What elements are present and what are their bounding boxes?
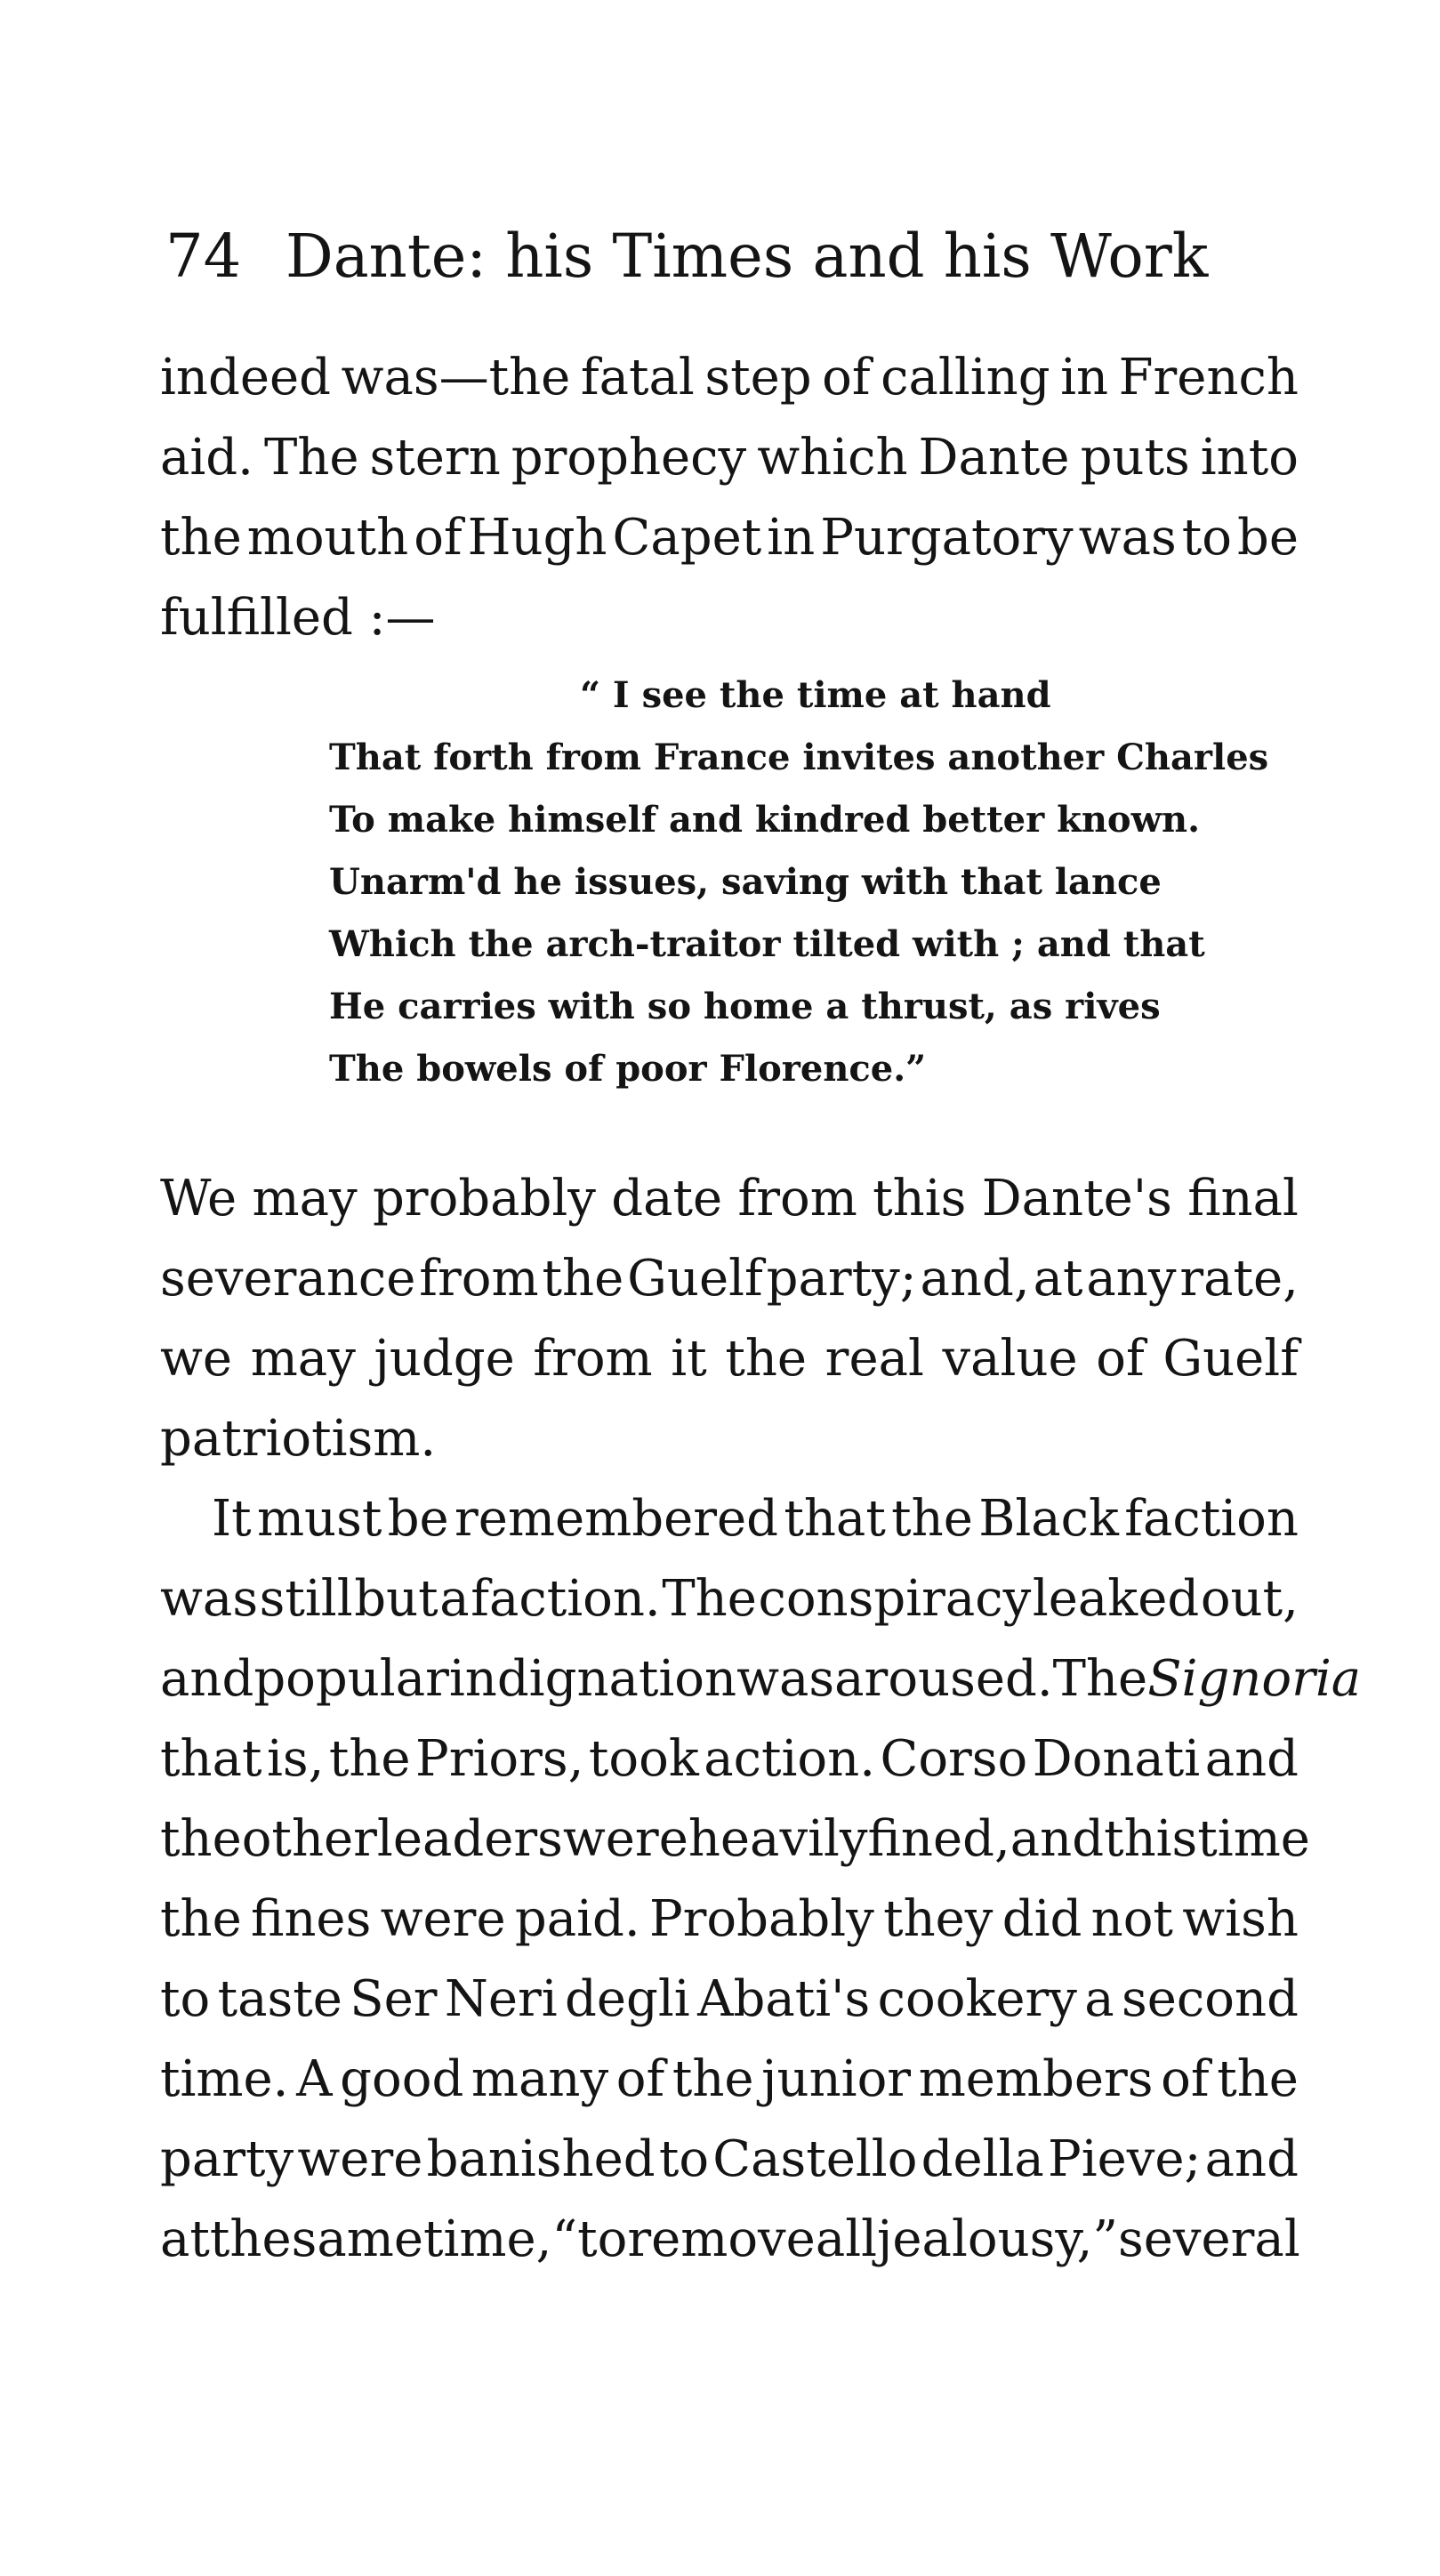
word: Dante's (981, 1170, 1172, 1228)
word: be (387, 1490, 449, 1548)
text-line (160, 503, 1299, 574)
word: from (737, 1170, 857, 1228)
word: was (160, 1570, 259, 1628)
word: faction. (471, 1570, 661, 1628)
text-line (160, 2044, 1299, 2115)
word: leaders (376, 1810, 563, 1868)
word: at (160, 2210, 210, 2268)
word: della (921, 2130, 1044, 2188)
word: of (1161, 2050, 1210, 2108)
word: indignation (448, 1650, 737, 1708)
word: The (662, 1570, 757, 1628)
word: and (1010, 1810, 1105, 1868)
word: not (1090, 1890, 1173, 1948)
word: the (891, 1490, 973, 1548)
word: leaked (1032, 1570, 1200, 1628)
word: degli (565, 1970, 690, 2028)
word: heavily (688, 1810, 868, 1868)
word: Priors, (415, 1730, 584, 1788)
word: be (1236, 509, 1299, 567)
word: prophecy (511, 429, 747, 487)
word: in (767, 509, 816, 567)
text-line (160, 2204, 1299, 2275)
word: may (252, 1170, 358, 1228)
word: the (160, 509, 242, 567)
word: out, (1200, 1570, 1299, 1628)
word: paid. (514, 1890, 640, 1948)
word: was—the (341, 349, 571, 407)
word: the (725, 1330, 808, 1388)
word: party (160, 2130, 294, 2188)
word: time, (422, 2210, 552, 2268)
word: of (615, 2050, 665, 2108)
word: remove (627, 2210, 816, 2268)
word: We (160, 1170, 237, 1228)
word: rate, (1179, 1250, 1299, 1308)
word: to (658, 2130, 710, 2188)
word: time (1197, 1810, 1310, 1868)
word: to (160, 1970, 211, 2028)
word: wish (1182, 1890, 1299, 1948)
word: The (1052, 1650, 1148, 1708)
word: this (1104, 1810, 1198, 1868)
word: at (1033, 1250, 1083, 1308)
word: banished (426, 2130, 656, 2188)
word: that (784, 1490, 886, 1548)
text-line (160, 1564, 1299, 1635)
word: calling (881, 349, 1050, 407)
word: Abati's (697, 1970, 871, 2028)
word: of (822, 349, 871, 407)
word: fines (251, 1890, 372, 1948)
word: but (354, 1570, 438, 1628)
word: of (1096, 1330, 1145, 1388)
word: stern (369, 429, 501, 487)
word: were (297, 2130, 423, 2188)
word: this (873, 1170, 967, 1228)
word: Guelf (1162, 1330, 1299, 1388)
word: good (340, 2050, 464, 2108)
word: Black (978, 1490, 1119, 1548)
word: into (1200, 429, 1299, 487)
text-line (160, 1804, 1310, 1875)
word: all (815, 2210, 878, 2268)
word: Corso (880, 1730, 1028, 1788)
word: which (757, 429, 908, 487)
word: a (439, 1570, 470, 1628)
word: a (1084, 1970, 1114, 2028)
word: action. (704, 1730, 875, 1788)
word: probably (372, 1170, 596, 1228)
word: Capet (612, 509, 762, 567)
word: remembered (455, 1490, 779, 1548)
text-line (160, 1644, 1362, 1715)
text-line (160, 1163, 1299, 1235)
word: the (209, 2210, 292, 2268)
word: was (736, 1650, 835, 1708)
word: fined, (867, 1810, 1010, 1868)
word: popular (253, 1650, 449, 1708)
word: Hugh (467, 509, 607, 567)
text-line (160, 1884, 1299, 1955)
word: did (1002, 1890, 1082, 1948)
word: Probably (648, 1890, 874, 1948)
word: members (918, 2050, 1154, 2108)
word: the (1217, 2050, 1299, 2108)
quote-line: To make himself and kindred better known. (329, 799, 1201, 841)
word: patriotism. (160, 1410, 437, 1468)
word: that (160, 1730, 262, 1788)
word: it (671, 1330, 707, 1388)
word: date (611, 1170, 723, 1228)
word: real (825, 1330, 924, 1388)
word: French (1118, 349, 1299, 407)
word: final (1187, 1170, 1299, 1228)
running-title: Dante: his Times and his Work (286, 221, 1209, 291)
word: aroused. (834, 1650, 1053, 1708)
text-line (160, 1964, 1299, 2035)
word: second (1122, 1970, 1299, 2028)
word: we (160, 1330, 233, 1388)
word: any (1086, 1250, 1177, 1308)
word: mouth (246, 509, 409, 567)
word: still (259, 1570, 353, 1628)
word: and (160, 1650, 254, 1708)
word: were (562, 1810, 688, 1868)
text-line (160, 1324, 1299, 1395)
text-line (160, 1404, 1299, 1475)
word: the (328, 1730, 411, 1788)
word: and (1204, 2130, 1299, 2188)
word: many (471, 2050, 609, 2108)
word: Pieve; (1048, 2130, 1202, 2188)
word: A (296, 2050, 333, 2108)
word: same (291, 2210, 423, 2268)
word: is, (266, 1730, 325, 1788)
word: Dante (918, 429, 1070, 487)
word: were (380, 1890, 506, 1948)
word: junior (761, 2050, 912, 2108)
word: Neri (444, 1970, 558, 2028)
text-line (160, 342, 1299, 414)
word: It (212, 1490, 252, 1548)
word: cookery (877, 1970, 1077, 2028)
text-line (160, 1724, 1299, 1795)
word: value (942, 1330, 1078, 1388)
word: Signoria (1147, 1650, 1362, 1708)
word: from (419, 1250, 539, 1308)
word: may (250, 1330, 356, 1388)
word: The (263, 429, 359, 487)
quote-line: “ I see the time at hand (580, 674, 1051, 716)
word: the (160, 1810, 242, 1868)
word: fulfilled :— (160, 589, 436, 647)
word: conspiracy (758, 1570, 1032, 1628)
text-line (160, 583, 1299, 654)
word: they (883, 1890, 994, 1948)
word: jealousy,” (877, 2210, 1118, 2268)
word: the (160, 1890, 242, 1948)
word: faction (1124, 1490, 1299, 1548)
word: taste (217, 1970, 342, 2028)
word: the (672, 2050, 754, 2108)
page-number: 74 (165, 221, 242, 291)
word: and (1204, 1730, 1299, 1788)
word: was (1078, 509, 1177, 567)
word: Guelf (627, 1250, 763, 1308)
word: other (241, 1810, 377, 1868)
word: the (542, 1250, 624, 1308)
quote-line: Which the arch-traitor tilted with ; and that (329, 923, 1205, 965)
text-line (212, 1484, 1299, 1555)
word: from (533, 1330, 653, 1388)
word: time. (160, 2050, 289, 2108)
word: in (1060, 349, 1109, 407)
quote-line: That forth from France invites another Charles (329, 737, 1269, 778)
quote-line: Unarm'd he issues, saving with that lance (329, 861, 1162, 903)
word: of (414, 509, 463, 567)
quote-line: He carries with so home a thrust, as rives (329, 986, 1161, 1027)
word: puts (1080, 429, 1190, 487)
word: Castello (712, 2130, 918, 2188)
quote-line: The bowels of poor Florence.” (329, 1048, 927, 1090)
text-line (160, 423, 1299, 494)
word: fatal (580, 349, 695, 407)
running-header (165, 216, 1295, 296)
word: party; (766, 1250, 917, 1308)
word: aid. (160, 429, 253, 487)
word: “to (551, 2210, 628, 2268)
word: took (588, 1730, 699, 1788)
word: must (256, 1490, 382, 1548)
text-line (160, 1244, 1299, 1315)
word: Ser (350, 1970, 438, 2028)
word: severance (160, 1250, 416, 1308)
text-line (160, 2124, 1299, 2195)
word: step (704, 349, 812, 407)
word: several (1118, 2210, 1300, 2268)
word: to (1181, 509, 1232, 567)
word: Donati (1032, 1730, 1201, 1788)
word: and, (920, 1250, 1030, 1308)
word: Purgatory (820, 509, 1074, 567)
word: judge (374, 1330, 515, 1388)
word: indeed (160, 349, 331, 407)
